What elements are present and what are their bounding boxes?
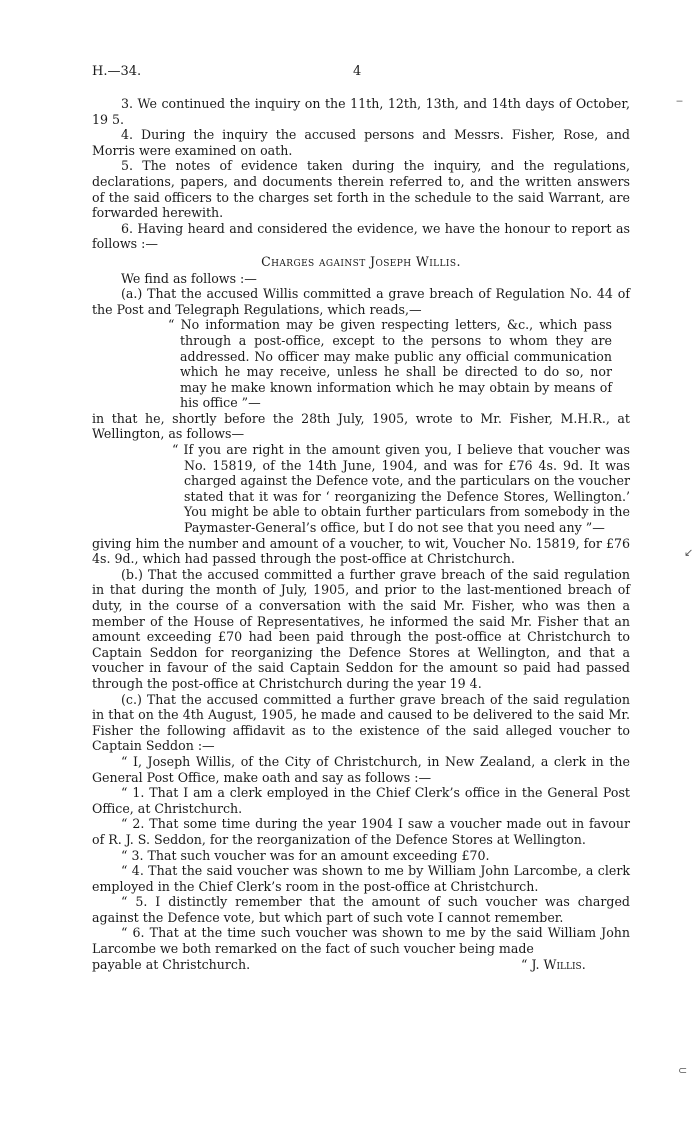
signature: “ J. Willis. (521, 956, 586, 972)
paragraph-6: 6. Having heard and considered the evidence, we have the honour to report as follows :— (92, 220, 630, 252)
margin-tick-mark: ‒ (676, 94, 683, 107)
document-reference: H.—34. (92, 64, 142, 79)
finding-c: (c.) That the accused committed a further grave breach of the said regulation in that on the 4th August, 1905, he made and caused to be delivered to the said Mr. Fisher the following affidavit as to the existence of the said alleged voucher to Captain Seddon :— (92, 691, 630, 754)
finding-a-continuation: in that he, shortly before the 28th July, 1905, wrote to Mr. Fisher, M.H.R., at Wellington, as follows— (92, 410, 630, 442)
affidavit-item-3: “ 3. That such voucher was for an amount exceeding £70. (121, 847, 490, 863)
finding-a-intro: (a.) That the accused Willis committed a grave breach of Regulation No. 44 of the Post and Telegraph Regulations, which reads,— (92, 286, 630, 317)
affidavit-item-5: “ 5. I distinctly remember that the amount of such voucher was charged against the Defence vote, but which part of such vote I cannot remember. (92, 894, 630, 925)
margin-tick-mark: ↙ (684, 546, 694, 559)
document-page (92, 64, 630, 973)
finding-a-end: giving him the number and amount of a voucher, to wit, Voucher No. 15819, for £76 4s. 9d., which had passed through the post-office at Christchurch. (92, 535, 630, 567)
affidavit-item-2: “ 2. That some time during the year 1904 I saw a voucher made out in favour of R. J. S. Seddon, for the reorganization of the Defence Stores at Wellington. (92, 816, 630, 847)
affidavit-item-6-end: payable at Christchurch. (92, 956, 251, 972)
paragraph-3: 3. We continued the inquiry on the 11th, 12th, 13th, and 14th days of October, 19 5. (92, 96, 630, 127)
page-number: 4 (353, 64, 362, 79)
regulation-quote: “ No information may be given respecting letters, &c., which pass through a post-office, except to the persons to whom they are addressed. No officer may make public any official communication which he may receive, unless he shall be directed to do so, nor may he make known information which he may obtain by means of his office ”— (168, 317, 612, 411)
affidavit-item-6: “ 6. That at the time such voucher was shown to me by the said William John Larcombe we both remarked on the fact of such voucher being made (92, 925, 630, 957)
findings-intro: We find as follows :— (121, 270, 257, 286)
page-header (92, 64, 630, 82)
affidavit-item-4: “ 4. That the said voucher was shown to me by William John Larcombe, a clerk employed in the Chief Clerk’s room in the post-office at Christchurch. (92, 863, 630, 894)
paragraph-4: 4. During the inquiry the accused persons and Messrs. Fisher, Rose, and Morris were examined on oath. (92, 127, 630, 158)
margin-tick-mark: ⊂ (678, 1064, 688, 1077)
section-heading: Charges against Joseph Willis. (261, 253, 461, 269)
affidavit-opening: “ I, Joseph Willis, of the City of Christchurch, in New Zealand, a clerk in the General Post Office, make oath and say as follows :— (92, 753, 630, 785)
letter-quote: “ If you are right in the amount given you, I believe that voucher was No. 15819, of the 14th June, 1904, and was for £76 4s. 9d. It was charged against the Defence vote, and the particulars on the voucher stated that it was for ‘ reorganizing the Defence Stores, Wellington.’ You might be able to obtain further particulars from somebody in the Paymaster-General’s office, but I do not see that you need any ”— (172, 442, 630, 536)
finding-b: (b.) That the accused committed a further grave breach of the said regulation in that during the month of July, 1905, and prior to the last-mentioned breach of duty, in the course of a conversation with the said Mr. Fisher, who was then a member of the House of Representatives, he informed the said Mr. Fisher that an amount exceeding £70 had been paid through the post-office at Christchurch to Captain Seddon for reorganizing the Defence Stores at Wellington, and that a voucher in favour of the said Captain Seddon for the amount so paid had passed through the post-office at Christchurch during the year 19 4. (92, 566, 630, 691)
affidavit-closing-line (92, 957, 630, 973)
affidavit-item-1: “ 1. That I am a clerk employed in the Chief Clerk’s office in the General Post Office, at Christchurch. (92, 785, 630, 816)
paragraph-5: 5. The notes of evidence taken during the inquiry, and the regulations, declarations, papers, and documents therein referred to, and the written answers of the said officers to the charges set forth in the schedule to the said Warrant, are forwarded herewith. (92, 158, 630, 221)
